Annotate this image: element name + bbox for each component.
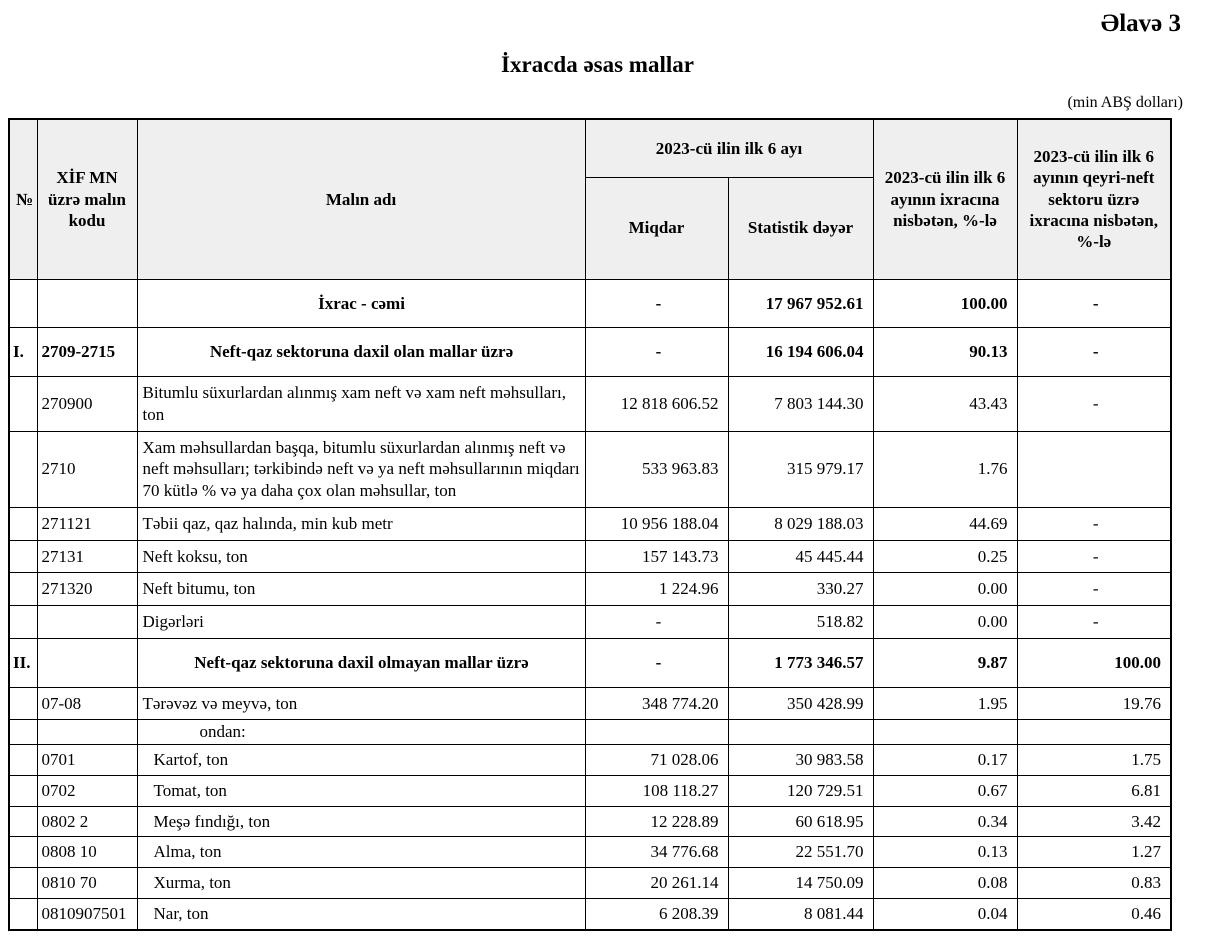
cell-nonoil: - — [1017, 377, 1171, 432]
header-code: XİF MN üzrə malın kodu — [37, 119, 137, 279]
cell-qty: 533 963.83 — [585, 431, 728, 507]
cell-nonoil: 1.75 — [1017, 745, 1171, 776]
cell-nonoil: - — [1017, 328, 1171, 377]
cell-qty: - — [585, 606, 728, 639]
table-row — [9, 507, 1171, 540]
cell-qty: 12 228.89 — [585, 806, 728, 837]
cell-name: Neft-qaz sektoruna daxil olmayan mallar üzrə — [137, 638, 585, 687]
header-share-total: 2023-cü ilin ilk 6 ayının ixracına nisbətən, %-lə — [873, 119, 1017, 279]
cell-qty: 108 118.27 — [585, 775, 728, 806]
cell-name: Nar, ton — [137, 898, 585, 929]
cell-no — [9, 868, 37, 899]
cell-name: Kartof, ton — [137, 745, 585, 776]
cell-share: 9.87 — [873, 638, 1017, 687]
cell-name: Tomat, ton — [137, 775, 585, 806]
table-header — [9, 119, 1171, 279]
cell-qty: 20 261.14 — [585, 868, 728, 899]
cell-nonoil: 19.76 — [1017, 687, 1171, 720]
cell-name: Neft bitumu, ton — [137, 573, 585, 606]
cell-value: 120 729.51 — [728, 775, 873, 806]
cell-share: 0.25 — [873, 540, 1017, 573]
cell-code: 271320 — [37, 573, 137, 606]
header-quantity: Miqdar — [585, 177, 728, 279]
table-body — [9, 279, 1171, 930]
cell-no — [9, 720, 37, 745]
table-row — [9, 868, 1171, 899]
table-row — [9, 573, 1171, 606]
cell-share: 90.13 — [873, 328, 1017, 377]
cell-share — [873, 720, 1017, 745]
cell-nonoil: 0.83 — [1017, 868, 1171, 899]
cell-share: 100.00 — [873, 279, 1017, 328]
cell-name: Neft koksu, ton — [137, 540, 585, 573]
cell-qty: 71 028.06 — [585, 745, 728, 776]
cell-no — [9, 606, 37, 639]
header-period-group: 2023-cü ilin ilk 6 ayı — [585, 119, 873, 177]
cell-qty: 12 818 606.52 — [585, 377, 728, 432]
cell-code: 0810907501 — [37, 898, 137, 929]
table-row — [9, 606, 1171, 639]
cell-code: 0810 70 — [37, 868, 137, 899]
cell-nonoil: - — [1017, 540, 1171, 573]
cell-name: Bitumlu süxurlardan alınmış xam neft və xam neft məhsulları, ton — [137, 377, 585, 432]
cell-share: 0.67 — [873, 775, 1017, 806]
table-row — [9, 279, 1171, 328]
cell-no — [9, 745, 37, 776]
table-row — [9, 775, 1171, 806]
cell-qty — [585, 720, 728, 745]
cell-nonoil: - — [1017, 279, 1171, 328]
cell-share: 44.69 — [873, 507, 1017, 540]
cell-share: 0.00 — [873, 573, 1017, 606]
header-share-nonoil: 2023-cü ilin ilk 6 ayının qeyri-neft sektoru üzrə ixracına nisbətən, %-lə — [1017, 119, 1171, 279]
cell-nonoil: 6.81 — [1017, 775, 1171, 806]
cell-no — [9, 279, 37, 328]
cell-code — [37, 720, 137, 745]
cell-value: 8 029 188.03 — [728, 507, 873, 540]
cell-qty: - — [585, 279, 728, 328]
cell-no — [9, 687, 37, 720]
cell-nonoil: 1.27 — [1017, 837, 1171, 868]
cell-share: 0.17 — [873, 745, 1017, 776]
cell-nonoil: 0.46 — [1017, 898, 1171, 929]
cell-value: 7 803 144.30 — [728, 377, 873, 432]
cell-no — [9, 837, 37, 868]
cell-share: 43.43 — [873, 377, 1017, 432]
cell-share: 0.00 — [873, 606, 1017, 639]
cell-qty: - — [585, 328, 728, 377]
cell-qty: 34 776.68 — [585, 837, 728, 868]
cell-qty: 1 224.96 — [585, 573, 728, 606]
exports-table — [8, 118, 1172, 931]
appendix-label: Əlavə 3 — [1100, 10, 1181, 37]
cell-name: Tərəvəz və meyvə, ton — [137, 687, 585, 720]
cell-nonoil: - — [1017, 573, 1171, 606]
header-name: Malın adı — [137, 119, 585, 279]
table-row — [9, 837, 1171, 868]
cell-value — [728, 720, 873, 745]
cell-no: II. — [9, 638, 37, 687]
cell-code — [37, 279, 137, 328]
cell-code — [37, 638, 137, 687]
table-row — [9, 745, 1171, 776]
cell-name: Təbii qaz, qaz halında, min kub metr — [137, 507, 585, 540]
table-row — [9, 720, 1171, 745]
cell-share: 0.08 — [873, 868, 1017, 899]
cell-no — [9, 377, 37, 432]
table-row — [9, 328, 1171, 377]
cell-qty: 348 774.20 — [585, 687, 728, 720]
cell-code: 07-08 — [37, 687, 137, 720]
cell-no — [9, 431, 37, 507]
cell-nonoil: 3.42 — [1017, 806, 1171, 837]
cell-code: 2709-2715 — [37, 328, 137, 377]
cell-code: 271121 — [37, 507, 137, 540]
cell-value: 17 967 952.61 — [728, 279, 873, 328]
cell-code: 27131 — [37, 540, 137, 573]
cell-no — [9, 573, 37, 606]
cell-nonoil: - — [1017, 606, 1171, 639]
cell-share: 0.13 — [873, 837, 1017, 868]
unit-note: (min ABŞ dolları) — [1067, 94, 1183, 111]
cell-no — [9, 507, 37, 540]
cell-code — [37, 606, 137, 639]
cell-code: 0702 — [37, 775, 137, 806]
cell-no: I. — [9, 328, 37, 377]
cell-value: 315 979.17 — [728, 431, 873, 507]
cell-value: 30 983.58 — [728, 745, 873, 776]
cell-value: 330.27 — [728, 573, 873, 606]
table-row — [9, 377, 1171, 432]
page-title: İxracda əsas mallar — [501, 52, 694, 77]
cell-share: 1.95 — [873, 687, 1017, 720]
cell-nonoil — [1017, 431, 1171, 507]
cell-code: 0802 2 — [37, 806, 137, 837]
table-row — [9, 687, 1171, 720]
cell-nonoil — [1017, 720, 1171, 745]
header-no: № — [9, 119, 37, 279]
cell-name: Neft-qaz sektoruna daxil olan mallar üzrə — [137, 328, 585, 377]
cell-qty: 10 956 188.04 — [585, 507, 728, 540]
cell-nonoil: 100.00 — [1017, 638, 1171, 687]
table-row — [9, 431, 1171, 507]
table-row — [9, 540, 1171, 573]
cell-qty: - — [585, 638, 728, 687]
cell-value: 350 428.99 — [728, 687, 873, 720]
cell-name: Digərləri — [137, 606, 585, 639]
cell-name: Meşə fındığı, ton — [137, 806, 585, 837]
cell-share: 1.76 — [873, 431, 1017, 507]
cell-code: 0701 — [37, 745, 137, 776]
cell-name: Alma, ton — [137, 837, 585, 868]
cell-name: ondan: — [137, 720, 585, 745]
cell-no — [9, 806, 37, 837]
cell-nonoil: - — [1017, 507, 1171, 540]
cell-value: 16 194 606.04 — [728, 328, 873, 377]
cell-value: 14 750.09 — [728, 868, 873, 899]
cell-share: 0.04 — [873, 898, 1017, 929]
table-row — [9, 898, 1171, 929]
cell-value: 518.82 — [728, 606, 873, 639]
header-stat-value: Statistik dəyər — [728, 177, 873, 279]
cell-name: Xurma, ton — [137, 868, 585, 899]
cell-name: İxrac - cəmi — [137, 279, 585, 328]
cell-value: 22 551.70 — [728, 837, 873, 868]
cell-code: 270900 — [37, 377, 137, 432]
cell-share: 0.34 — [873, 806, 1017, 837]
cell-qty: 6 208.39 — [585, 898, 728, 929]
cell-name: Xam məhsullardan başqa, bitumlu süxurlardan alınmış neft və neft məhsulları; tərkibində neft və ya neft məhsullarının miqdarı 70 kütlə % və ya daha çox olan məhsullar, ton — [137, 431, 585, 507]
cell-value: 60 618.95 — [728, 806, 873, 837]
cell-value: 8 081.44 — [728, 898, 873, 929]
cell-qty: 157 143.73 — [585, 540, 728, 573]
table-row — [9, 806, 1171, 837]
cell-no — [9, 775, 37, 806]
table-row — [9, 638, 1171, 687]
cell-code: 0808 10 — [37, 837, 137, 868]
cell-no — [9, 898, 37, 929]
cell-no — [9, 540, 37, 573]
cell-code: 2710 — [37, 431, 137, 507]
cell-value: 1 773 346.57 — [728, 638, 873, 687]
cell-value: 45 445.44 — [728, 540, 873, 573]
